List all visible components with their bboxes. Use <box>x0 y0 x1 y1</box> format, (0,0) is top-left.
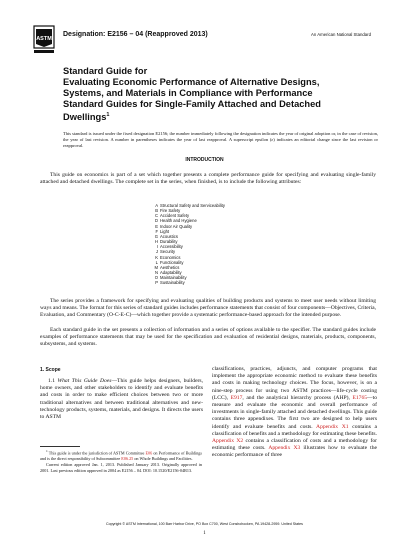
footnote-2: Current edition approved Jan. 1, 2013. Published January 2013. Originally approved in 2001. Last previous edition approved in 2004 as E2156 – 04. DOI: 10.1520/E2156-04R13. <box>40 462 202 473</box>
scope-para-number: 1.1 <box>48 378 55 384</box>
document-title <box>63 66 363 123</box>
attribute-key: N <box>154 270 158 276</box>
attribute-key: B <box>155 208 158 214</box>
scope-text: contains a classification of benefits and a methodology for estimating these benefits. <box>212 423 378 437</box>
attribute-key: H <box>154 239 158 245</box>
ref-link-e06[interactable]: E06 <box>145 450 153 456</box>
attribute-label: Light <box>160 228 170 234</box>
scope-left-text: —This guide helps designers, builders, home owners, and other stakeholders to identify and evaluate benefits and costs in order to make efficient choices between two or more traditional alternatives and between traditional alternatives and new-technology products, systems, materials, and designs. It directs the users to ASTM <box>40 378 203 421</box>
footnote-text: on Performance of Buildings and is the direct responsibility of Subcommittee <box>40 450 202 461</box>
attribute-key: M <box>154 264 158 270</box>
scope-heading: 1. Scope <box>40 367 61 373</box>
svg-text:ASTM: ASTM <box>36 36 52 42</box>
attribute-label: Economics <box>160 254 181 260</box>
scope-text: , and the analytical hierarchy process (AHP), <box>242 394 350 401</box>
title-line <box>63 110 363 123</box>
organization-label: An American National Standard <box>311 32 371 37</box>
attribute-label: Sustainability <box>160 280 185 286</box>
attribute-key: C <box>154 213 158 219</box>
attribute-key: D <box>154 218 158 224</box>
scope-text: classifications, practices, adjuncts, and computer programs that implement the appropriate economic method to evaluate these benefits and costs in making technology choices. The focus, however, is on a nine-step process for using two ASTM practices—life-cycle costing (LCC), <box>212 366 377 401</box>
footnote-text: This guide is under the jurisdiction of ASTM Committee <box>48 450 145 456</box>
ref-link-appendix-x1[interactable]: Appendix X1 <box>316 423 349 430</box>
attribute-label: Health and Hygiene <box>160 218 197 224</box>
scope-text: illustrates how to evaluate the economic performance of three <box>212 445 377 459</box>
designation-notice: This standard is issued under the fixed designation E2156; the number immediately following the designation indicates the year of original adoption or, in the case of revision, the year of last revision. A number in parentheses indicates the year of last reapproval. A superscript epsilon (ε) indicates an editorial change since the last revision or reapproval. <box>63 131 378 148</box>
scope-continued-paragraph <box>212 366 377 460</box>
attribute-label: Accident Safety <box>160 213 190 219</box>
attribute-item <box>150 280 225 285</box>
standard-guide-paragraph: Each standard guide in the set presents a collection of information and a series of options available to the specifier. The standard guides include examples of performance statements that may be used for the specification and evaluation of residential designs, materials, products, components, subsystems, and systems. <box>40 327 376 348</box>
title-line: Systems, and Materials in Compliance with Performance <box>63 88 313 98</box>
scope-para-title: What This Guide Does <box>57 378 112 384</box>
title-line: Standard Guides for Single-Family Attached and Detached <box>63 99 321 109</box>
footnote-mark: 1 <box>46 449 48 453</box>
attribute-label: Acoustics <box>160 233 178 239</box>
introduction-paragraph: This guide on economics is part of a set which together presents a complete performance guide for specifying and evaluating single-family attached and detached dwellings. The complete set in the series, when finished, is to include the following attributes: <box>40 172 376 186</box>
scope-right-column <box>212 366 377 460</box>
astm-logo-icon <box>33 25 55 55</box>
attribute-key: P <box>155 280 158 286</box>
attribute-key: J <box>155 249 158 255</box>
footnote-1 <box>40 449 202 461</box>
scope-text: contains a classification of costs and a methodology for estimating these costs. <box>212 438 378 452</box>
series-paragraph: The series provides a framework for specifying and evaluating qualities of building products and systems to meet user needs without limiting ways and means. The format for this series of standard guides includes performance statements that consist of four components—Objectives, Criteria, Evaluation, and Commentary (O-C-E-C)—which together provide a systematic performance-based approach for the intended purpose. <box>40 298 376 319</box>
attribute-key: O <box>154 275 158 281</box>
footnote-text: on Whole Buildings and Facilities. <box>133 455 193 461</box>
title-line: Evaluating Economic Performance of Alternative Designs, <box>63 77 320 87</box>
attribute-label: Durability <box>160 239 178 245</box>
attribute-key: L <box>155 259 158 265</box>
attribute-key: F <box>155 228 158 234</box>
ref-link-appendix-x3[interactable]: Appendix X3 <box>268 445 301 452</box>
designation: Designation: E2156 – 04 (Reapproved 2013) <box>63 31 208 38</box>
ref-link-e917[interactable]: E917 <box>230 394 243 401</box>
title-line: Standard Guide for <box>63 66 148 76</box>
attribute-label: Fire Safety <box>160 208 181 214</box>
footnotes <box>40 449 202 475</box>
scope-paragraph <box>40 378 203 421</box>
attribute-label: Aesthetics <box>160 264 180 270</box>
ref-link-e1765[interactable]: E1765 <box>352 394 368 401</box>
ref-link-e06-25[interactable]: E06.25 <box>121 455 134 461</box>
title-last-word: Dwellings <box>63 112 107 123</box>
attribute-key: A <box>155 203 158 208</box>
title-footnote-mark: 1 <box>106 112 110 118</box>
attribute-label: Adaptability <box>160 270 182 276</box>
attribute-label: Indoor Air Quality <box>160 223 193 229</box>
scope-text: —to measure and evaluate the economic and overall performance of investments in single-family attached and detached dwellings. This guide contains three appendixes. The first two are designed to help users identify and evaluate benefits and costs. <box>212 394 377 430</box>
attribute-label: Maintainability <box>160 275 187 281</box>
attribute-label: Security <box>160 249 176 255</box>
attributes-list <box>150 203 225 286</box>
scope-left-column <box>40 378 203 421</box>
introduction-heading: INTRODUCTION <box>185 157 224 163</box>
attribute-label: Accessibility <box>160 244 183 250</box>
footnote-divider <box>40 446 80 447</box>
page-number: 1 <box>203 531 206 536</box>
attribute-label: Structural Safety and Serviceability <box>160 203 225 208</box>
copyright-footer: Copyright © ASTM International, 100 Barr Harbor Drive, PO Box C700, West Conshohocken, PA 19428-2959. United States <box>106 522 303 526</box>
attribute-key: E <box>155 223 158 229</box>
attribute-key: I <box>156 244 158 250</box>
attribute-key: K <box>155 254 158 260</box>
ref-link-appendix-x2[interactable]: Appendix X2 <box>212 438 244 445</box>
attribute-label: Functionality <box>160 259 184 265</box>
attribute-key: G <box>154 233 158 239</box>
